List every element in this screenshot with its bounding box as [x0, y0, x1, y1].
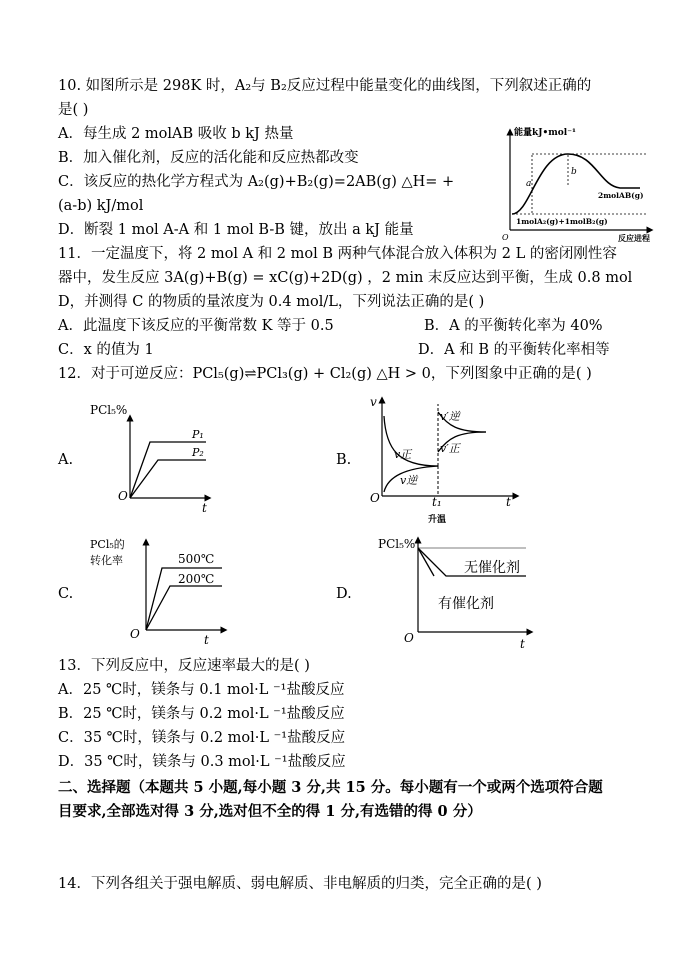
q12b-note: 升温 [428, 515, 447, 525]
q12d-ylabel: PCl₅% [378, 537, 416, 551]
q11-option-d: D．A 和 B 的平衡转化率相等 [418, 342, 610, 358]
q11-option-c: C．x 的值为 1 [58, 342, 154, 358]
q12b-vrev: v逆 [400, 474, 418, 487]
q12b-vrev1: v′逆 [440, 410, 460, 423]
q10-ylabel: 能量kJ•mol⁻¹ [514, 128, 576, 138]
q10-stem-line2: 是( ) [58, 102, 89, 118]
q12b-t1: t₁ [432, 495, 442, 509]
q12a-p1: P₁ [192, 428, 204, 441]
section2-heading-line2: 目要求,全部选对得 3 分,选对但不全的得 1 分,有选错的得 0 分） [58, 803, 482, 820]
q10-reactant-label: 1molA₂(g)+1molB₂(g) [516, 217, 608, 226]
q12-label-a: A. [58, 452, 74, 468]
q10-energy-diagram [500, 124, 658, 242]
q12a-ylabel: PCl₅% [90, 403, 128, 417]
q12c-200: 200℃ [178, 572, 215, 586]
q12c-500: 500℃ [178, 552, 215, 566]
q11-stem-line2: 器中，发生反应 3A(g)+B(g) = xC(g)+2D(g) ，2 min 末反应达到平衡，生成 0.8 mol [58, 270, 633, 286]
q10-origin: O [502, 233, 509, 242]
q13-option-d: D．35 ℃时，镁条与 0.3 mol·L ⁻¹盐酸反应 [58, 754, 346, 770]
q10-product-label: 2molAB(g) [598, 191, 644, 200]
q10-option-c-cont: (a-b) kJ/mol [58, 198, 144, 214]
q12-stem: 12．对于可逆反应：PCl₅(g)⇌PCl₃(g) + Cl₂(g) △H > 0，下列图象中正确的是( ) [58, 366, 592, 382]
q12d-t: t [520, 637, 525, 651]
q13-option-b: B．25 ℃时，镁条与 0.2 mol·L ⁻¹盐酸反应 [58, 706, 345, 722]
q12b-v: v [370, 395, 377, 409]
q12b-t: t [506, 495, 511, 509]
q12a-origin: O [118, 489, 128, 503]
q12-label-c: C. [58, 586, 74, 602]
q10-label-a: a [526, 179, 532, 189]
q13-option-c: C．35 ℃时，镁条与 0.2 mol·L ⁻¹盐酸反应 [58, 730, 346, 746]
q10-option-d: D．断裂 1 mol A-A 和 1 mol B-B 键，放出 a kJ 能量 [58, 222, 414, 238]
q10-option-a: A．每生成 2 molAB 吸收 b kJ 热量 [58, 126, 294, 142]
q10-label-b: b [571, 167, 577, 177]
q12a-p2: P₂ [192, 446, 204, 459]
q12-graph-c [88, 536, 228, 648]
q13-option-a: A．25 ℃时，镁条与 0.1 mol·L ⁻¹盐酸反应 [58, 682, 345, 698]
q12b-origin: O [370, 491, 380, 505]
q12-label-d: D. [336, 586, 352, 602]
q12-graph-b [366, 394, 526, 528]
q11-stem-line3: D，并测得 C 的物质的量浓度为 0.4 mol/L，下列说法正确的是( ) [58, 294, 485, 310]
q10-stem-line1: 10. 如图所示是 298K 时，A₂与 B₂反应过程中能量变化的曲线图，下列叙述正确的 [58, 78, 592, 94]
section2-heading-line1: 二、选择题（本题共 5 小题,每小题 3 分,共 15 分。每小题有一个或两个选项符合题 [58, 779, 603, 796]
q13-stem: 13．下列反应中，反应速率最大的是( ) [58, 658, 310, 674]
q10-xlabel: 反应进程 [618, 233, 650, 242]
q12b-vfwd: v正 [394, 448, 412, 461]
q12d-origin: O [404, 631, 414, 645]
q12-graph-d [376, 534, 536, 652]
q12-label-b: B. [336, 452, 352, 468]
q10-option-c: C．该反应的热化学方程式为 A₂(g)+B₂(g)=2AB(g) △H= + [58, 174, 455, 190]
q12c-origin: O [130, 627, 140, 641]
q12c-t: t [204, 633, 209, 647]
q11-option-b: B．A 的平衡转化率为 40% [424, 318, 603, 334]
q12d-nocat: 无催化剂 [464, 560, 520, 576]
q12c-ylabel2: 转化率 [90, 554, 123, 567]
q12d-cat: 有催化剂 [438, 596, 494, 612]
q14-stem: 14．下列各组关于强电解质、弱电解质、非电解质的归类，完全正确的是( ) [58, 876, 542, 892]
q10-option-b: B．加入催化剂，反应的活化能和反应热都改变 [58, 150, 359, 166]
q12-graph-a [88, 400, 218, 518]
q11-stem-line1: 11．一定温度下，将 2 mol A 和 2 mol B 两种气体混合放入体积为 2 L 的密闭刚性容 [58, 246, 617, 262]
q11-option-a: A．此温度下该反应的平衡常数 K 等于 0.5 [58, 318, 334, 334]
q12c-ylabel1: PCl₅的 [90, 538, 125, 551]
q12a-t: t [202, 501, 207, 515]
q12b-vfwd1: v′正 [440, 442, 460, 455]
